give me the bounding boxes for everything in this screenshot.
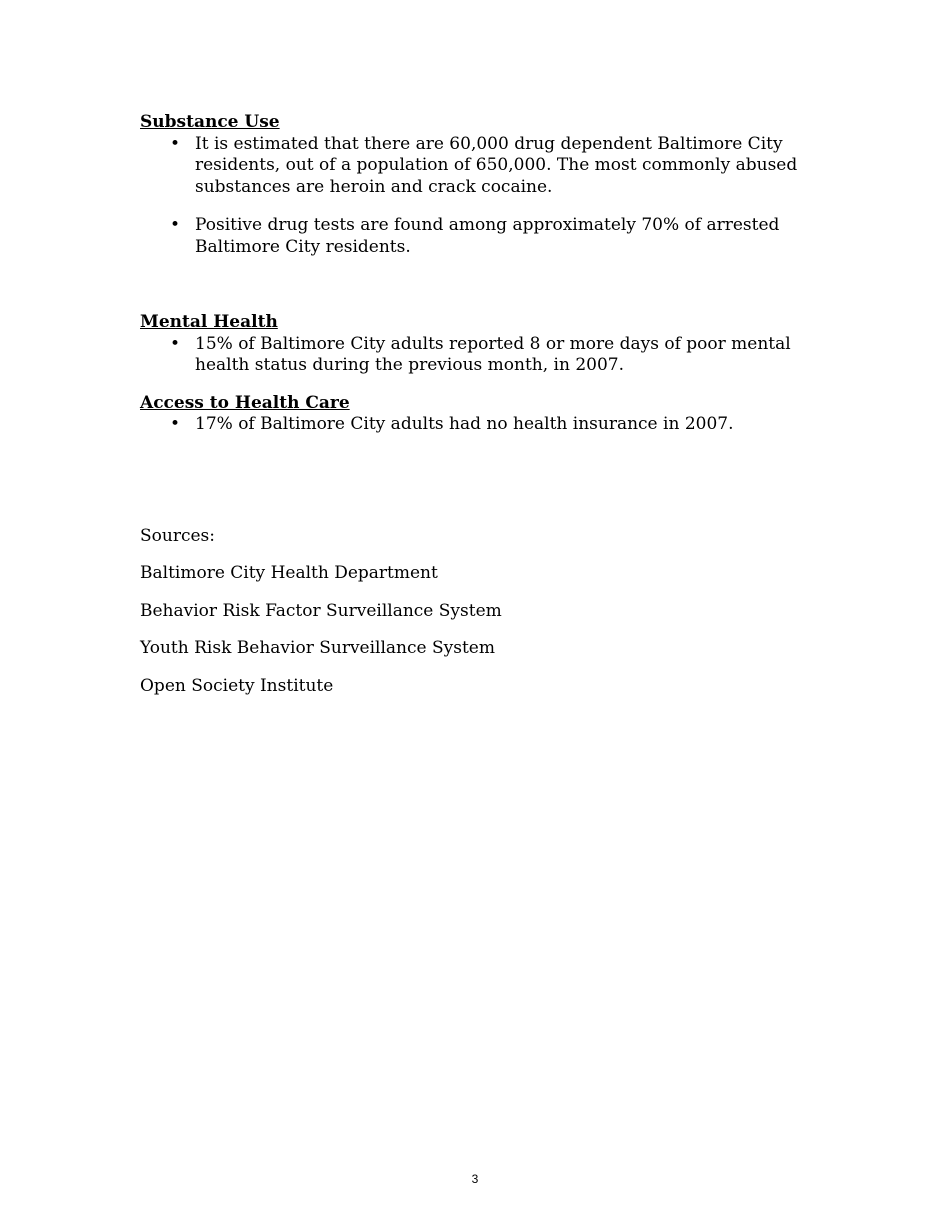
bullet-text: 17% of Baltimore City adults had no health insurance in 2007. <box>195 414 734 434</box>
list-item <box>140 414 820 436</box>
bullet-text: It is estimated that there are 60,000 drug dependent Baltimore City residents, out of a population of 650,000. The most commonly abused substances are heroin and crack cocaine. <box>195 133 798 197</box>
source-item: Baltimore City Health Department <box>140 563 438 583</box>
page-content <box>140 112 820 697</box>
bullet-icon: • <box>170 414 181 434</box>
bullet-list-mental-health <box>140 334 820 377</box>
list-item <box>140 334 820 377</box>
bullet-icon: • <box>170 333 181 354</box>
sources-label: Sources: <box>140 525 215 546</box>
page-number: 3 <box>471 1172 479 1186</box>
section-heading-access-to-health-care: Access to Health Care <box>140 392 350 413</box>
list-item <box>140 215 820 258</box>
section-heading-mental-health: Mental Health <box>140 312 278 332</box>
bullet-icon: • <box>170 215 181 235</box>
list-item <box>140 134 820 199</box>
bullet-list-substance-use <box>140 134 820 259</box>
bullet-text: 15% of Baltimore City adults reported 8 or more days of poor mental health status during the previous month, in 2007. <box>195 333 791 375</box>
section-heading-substance-use: Substance Use <box>140 112 280 132</box>
bullet-list-access-to-health-care <box>140 414 820 436</box>
bullet-icon: • <box>170 133 181 154</box>
source-item: Youth Risk Behavior Surveillance System <box>140 638 495 658</box>
source-item: Open Society Institute <box>140 675 334 696</box>
source-item: Behavior Risk Factor Surveillance System <box>140 600 502 621</box>
bullet-text: Positive drug tests are found among approximately 70% of arrested Baltimore City residents. <box>195 215 780 257</box>
